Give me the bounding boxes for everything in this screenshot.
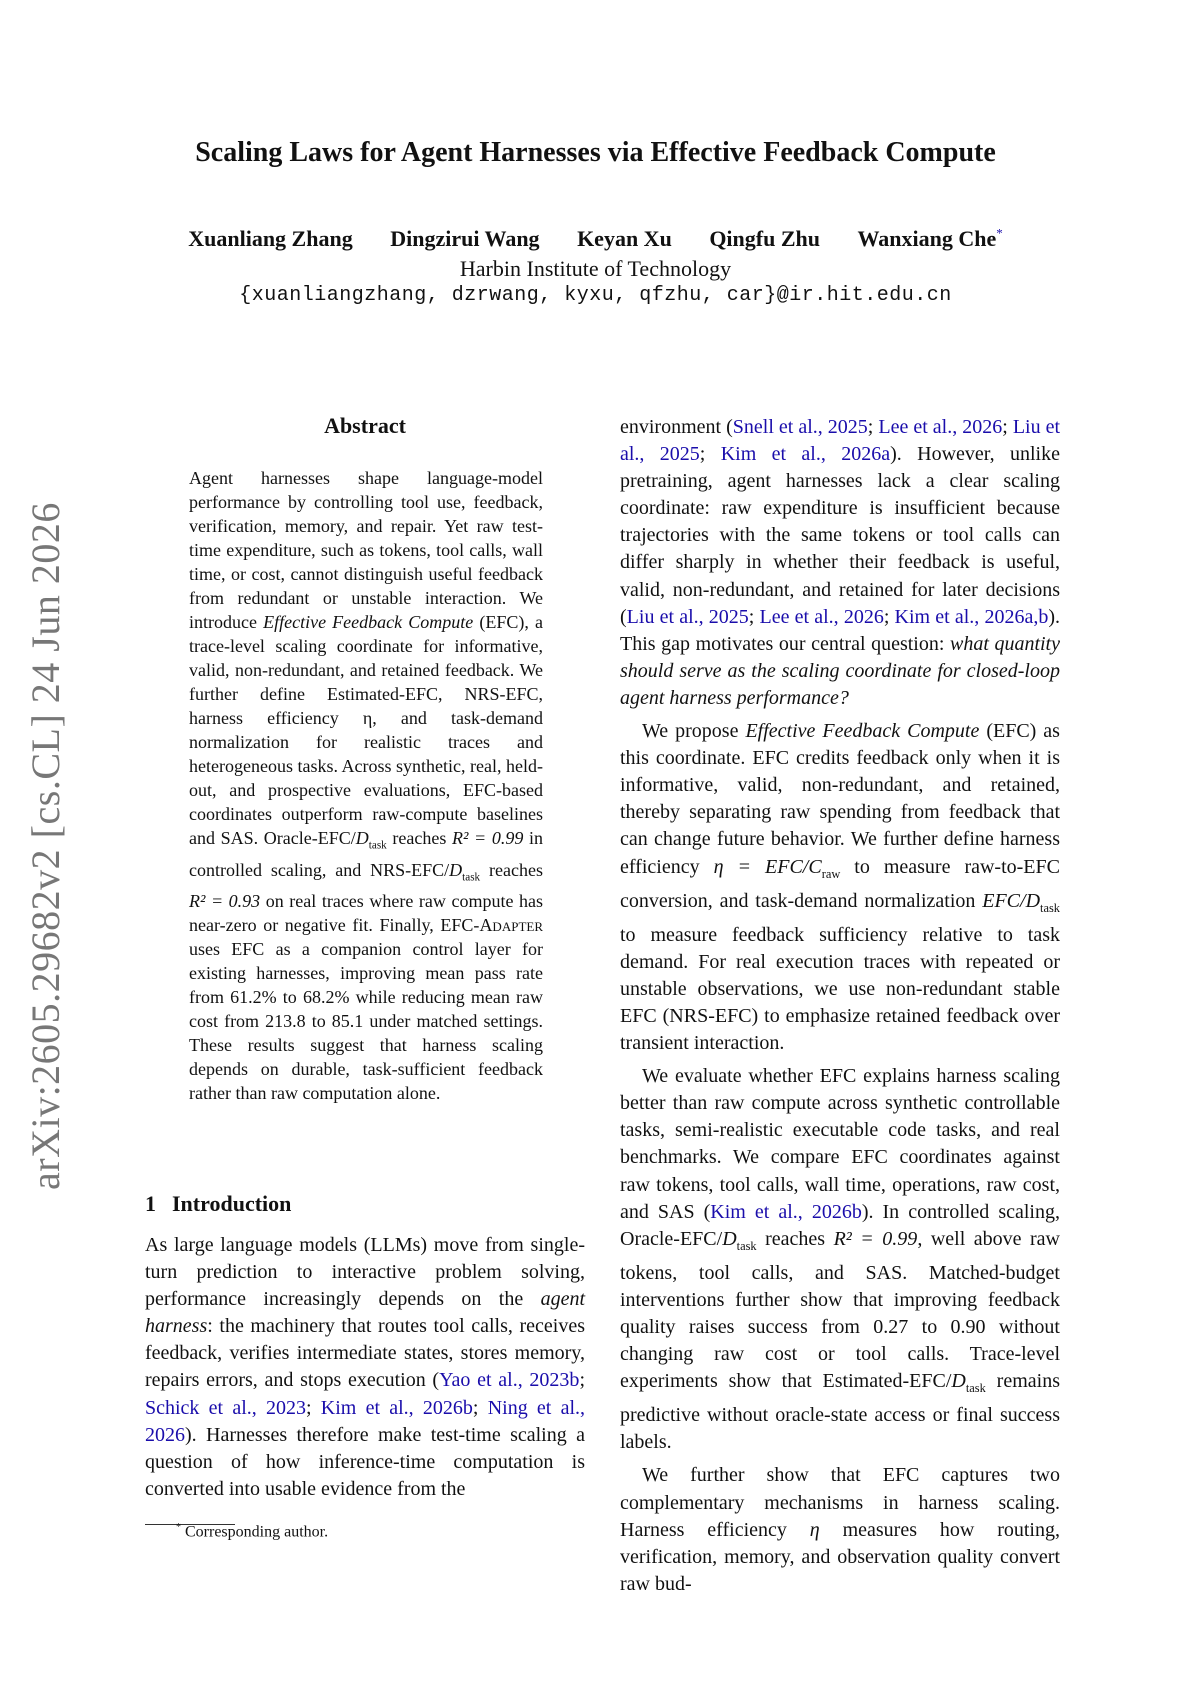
efc-term: Effective Feedback Compute	[263, 612, 474, 632]
citation-link[interactable]: Kim et al., 2026a,b	[894, 605, 1049, 628]
abstract-text: Agent harnesses shape language-model performance by controlling tool use, feedback, verification, memory, and repair. Yet raw test-time expenditure, such as tokens, tool calls, wall time, or cost, cannot distinguish useful feedback from redundant or unstable interaction. We introduce Effective Feedback Compute (EFC), a trace-level scaling coordinate for informative, valid, non-redundant, and retained feedback. We further define Estimated-EFC, NRS-EFC, harness efficiency η, and task-demand normalization for realistic traces and heterogeneous tasks. Across synthetic, real, held-out, and prospective evaluations, EFC-based coordinates outperform raw-compute baselines and SAS. Oracle-$EFC/D_{task}$ reaches R² = 0.99 in controlled scaling, and NRS-$EFC/D_{task}$ reaches R² = 0.93 on real traces where raw compute has near-zero or negative fit. Finally, EFC-Adapter uses EFC as a companion control layer for existing harnesses, improving mean pass rate from 61.2% to 68.2% while reducing mean raw cost from 213.8 to 85.1 under matched settings. These results suggest that harness scaling depends on durable, task-sufficient feedback rather than raw computation alone.	[189, 468, 543, 1104]
author-name: Keyan Xu	[577, 226, 672, 252]
corresponding-mark[interactable]: *	[996, 226, 1003, 241]
citation-link[interactable]: Kim et al., 2026b	[320, 1396, 473, 1419]
arxiv-identifier: arXiv:2605.29682v2 [cs.CL] 24 Jun 2026	[23, 502, 68, 1190]
citation-link[interactable]: Liu et al., 2025	[626, 605, 749, 628]
footnote: * Corresponding author.	[176, 1522, 329, 1541]
author-list	[0, 226, 1191, 252]
citation-link[interactable]: Kim et al., 2026a	[720, 443, 891, 466]
r2-value: R² = 0.99	[452, 828, 524, 848]
author-emails: {xuanliangzhang, dzrwang, kyxu, qfzhu, car}@ir.hit.edu.cn	[239, 284, 952, 307]
author-name-corresponding: Wanxiang Che*	[857, 226, 1003, 252]
abstract-heading: Abstract	[324, 413, 406, 438]
intro-paragraph: As large language models (LLMs) move from single-turn prediction to interactive problem solving, performance increasingly depends on the agent harness: the machinery that routes tool calls, receives feedback, verifies intermediate states, stores memory, repairs errors, and stops execution (Yao et al., 2023b; Schick et al., 2023; Kim et al., 2026b; Ning et al., 2026). Harnesses therefore make test-time scaling a question of how inference-time computation is converted into usable evidence from the	[145, 1234, 586, 1500]
paper-title: Scaling Laws for Agent Harnesses via Effective Feedback Compute	[195, 137, 996, 168]
adapter-term: Adapter	[479, 915, 543, 936]
citation-link[interactable]: Liu et al., 2025	[620, 416, 1061, 466]
author-name: Dingzirui Wang	[390, 226, 540, 252]
citation-link[interactable]: Schick et al., 2023	[145, 1396, 306, 1419]
citation-link[interactable]: Lee et al., 2026	[759, 605, 884, 628]
author-name: Xuanliang Zhang	[188, 226, 353, 252]
author-name: Qingfu Zhu	[709, 226, 820, 252]
citation-link[interactable]: Ning et al., 2026	[145, 1396, 586, 1446]
r2-value: R² = 0.99	[833, 1227, 918, 1250]
section-heading: 1 Introduction	[145, 1191, 292, 1216]
citation-link[interactable]: Snell et al., 2025	[732, 416, 868, 438]
affiliation: Harbin Institute of Technology	[459, 256, 732, 281]
paragraph: We propose Effective Feedback Compute (EFC) as this coordinate. EFC credits feedback only when it is informative, valid, non-redundant, and retained, thereby separating raw spending from feedback that can change future behavior. We further define harness efficiency η = EFC/$C_{raw}$ to measure raw-to-EFC conversion, and task-demand normalization EFC/$D_{task}$ to measure feedback sufficiency relative to task demand. For real execution traces with repeated or unstable observations, we use non-redundant stable EFC (NRS-EFC) to emphasize retained feedback over transient interaction.	[620, 720, 1060, 1055]
right-column	[620, 414, 1060, 1604]
citation-link[interactable]: Yao et al., 2023b	[439, 1369, 580, 1392]
citation-link[interactable]: Lee et al., 2026	[878, 416, 1003, 438]
citation-link[interactable]: Kim et al., 2026b	[710, 1200, 862, 1223]
r2-value: R² = 0.93	[189, 891, 261, 912]
research-question: what quantity should serve as the scaling coordinate for closed-loop agent harness performance?	[620, 632, 1060, 709]
paragraph: We further show that EFC captures two complementary mechanisms in harness scaling. Harness efficiency η measures how routing, verification, memory, and observation quality convert raw bud-	[620, 1464, 1060, 1595]
paragraph: environment (Snell et al., 2025; Lee et al., 2026; Liu et al., 2025; Kim et al., 2026a). However, unlike pretraining, agent harnesses lack a clear scaling coordinate: raw expenditure is insufficient because trajectories with the same tokens or tool calls can differ sharply in whether their feedback is useful, valid, non-redundant, and retained for later decisions (Liu et al., 2025; Lee et al., 2026; Kim et al., 2026a,b). This gap motivates our central question: what quantity should serve as the scaling coordinate for closed-loop agent harness performance?	[620, 416, 1061, 709]
paragraph: We evaluate whether EFC explains harness scaling better than raw compute across synthetic controllable tasks, semi-realistic executable code tasks, and real benchmarks. We compare EFC coordinates against raw tokens, tool calls, wall time, operations, raw cost, and SAS (Kim et al., 2026b). In controlled scaling, Oracle-$EFC/D_{task}$ reaches R² = 0.99, well above raw tokens, tool calls, and SAS. Matched-budget interventions further show that improving feedback quality raises success from 0.27 to 0.90 without changing raw cost or tool calls. Trace-level experiments show that Estimated-$EFC/D_{task}$ remains predictive without oracle-state access or final success labels.	[620, 1065, 1061, 1454]
